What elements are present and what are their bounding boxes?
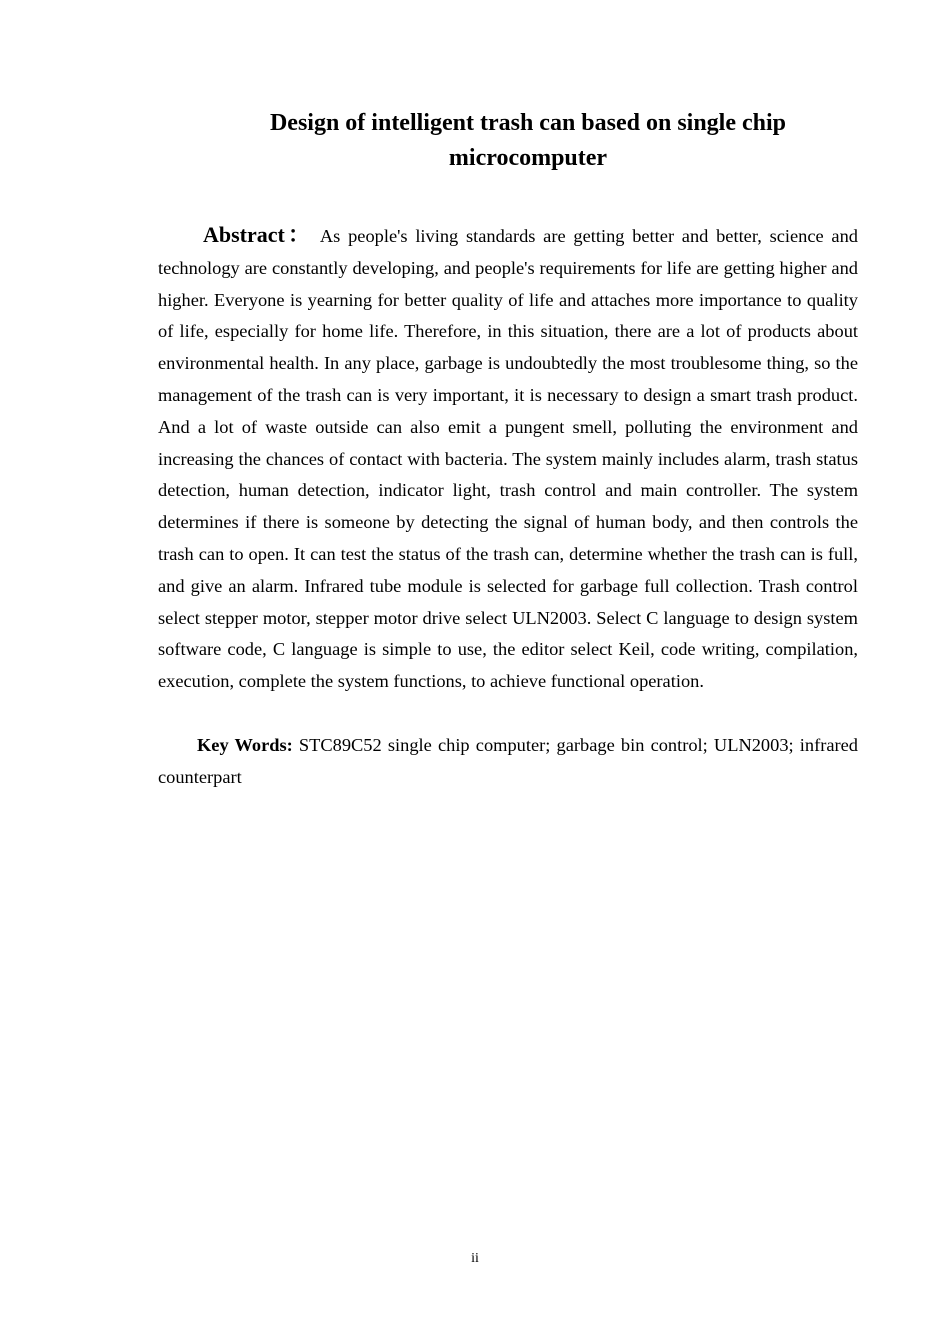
abstract-paragraph	[158, 219, 858, 698]
page-number: ii	[471, 1251, 479, 1266]
abstract-label: Abstract：	[203, 222, 314, 247]
keywords-paragraph	[158, 730, 858, 794]
document-title	[158, 106, 858, 176]
title-line-2: microcomputer	[448, 145, 608, 171]
keywords-body: STC89C52 single chip computer; garbage bin control; ULN2003; infrared counterpart	[158, 735, 858, 787]
title-line-1: Design of intelligent trash can based on single chip	[269, 110, 787, 136]
abstract-body: As people's living standards are getting better and better, science and technology are constantly developing, and people's requirements for life are getting higher and higher. Everyone is yearning for better quality of life and attaches more importance to quality of life, especially for home life. Therefore, in this situation, there are a lot of products about environmental health. In any place, garbage is undoubtedly the most troublesome thing, so the management of the trash can is very important, it is necessary to design a smart trash product. And a lot of waste outside can also emit a pungent smell, polluting the environment and increasing the chances of contact with bacteria. The system mainly includes alarm, trash status detection, human detection, indicator light, trash control and main controller. The system determines if there is someone by detecting the signal of human body, and then controls the trash can to open. It can test the status of the trash can, determine whether the trash can is full, and give an alarm. Infrared tube module is selected for garbage full collection. Trash control select stepper motor, stepper motor drive select ULN2003. Select C language to design system software code, C language is simple to use, the editor select Keil, code writing, compilation, execution, complete the system functions, to achieve functional operation.	[158, 226, 858, 692]
keywords-label: Key Words:	[197, 735, 293, 755]
